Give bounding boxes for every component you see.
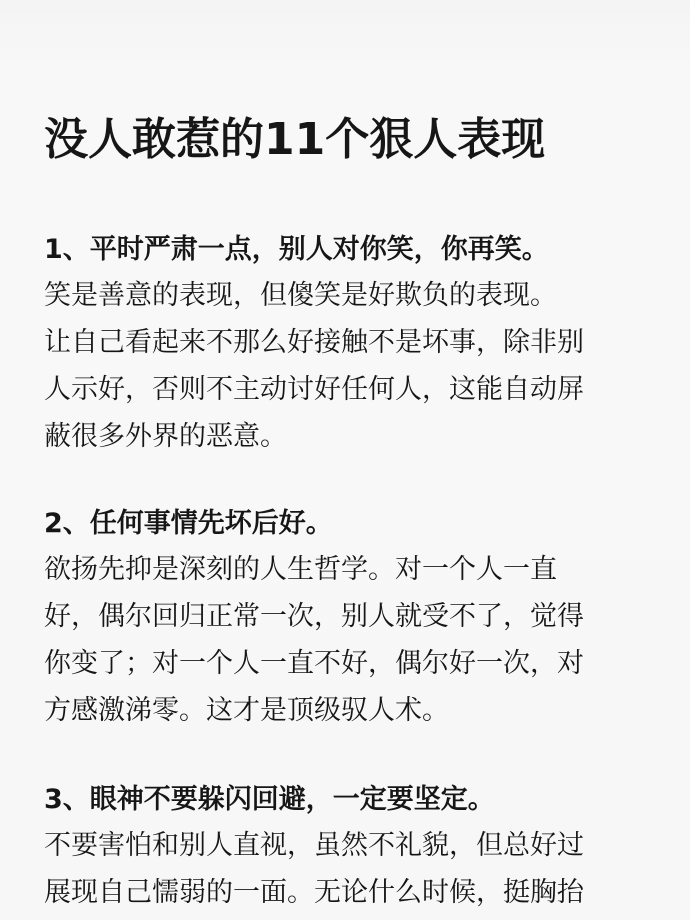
tip-section-2 — [44, 502, 656, 734]
tip-body-line: 蔽很多外界的恶意。 — [44, 421, 287, 452]
tip-body-line: 不要害怕和别人直视，虽然不礼貌，但总好过 — [44, 830, 584, 861]
tip-heading: 1、平时严肃一点，别人对你笑，你再笑。 — [44, 234, 549, 265]
tip-body-line: 好，偶尔回归正常一次，别人就受不了，觉得 — [44, 601, 584, 632]
tip-section-3 — [44, 778, 656, 916]
tip-heading: 2、任何事情先坏后好。 — [44, 508, 333, 539]
tip-body-line: 人示好，否则不主动讨好任何人，这能自动屏 — [44, 374, 584, 405]
tip-body-line: 方感激涕零。这才是顶级驭人术。 — [44, 695, 449, 726]
tip-section-1 — [44, 228, 656, 460]
tip-heading: 3、眼神不要躲闪回避，一定要坚定。 — [44, 784, 495, 815]
tip-body-line: 展现自己懦弱的一面。无论什么时候，挺胸抬 — [44, 877, 584, 908]
tip-body-line: 欲扬先抑是深刻的人生哲学。对一个人一直 — [44, 554, 557, 585]
tip-body-line: 让自己看起来不那么好接触不是坏事，除非别 — [44, 327, 584, 358]
article-title: 没人敢惹的11个狠人表现 — [44, 114, 546, 165]
tip-body-line: 笑是善意的表现，但傻笑是好欺负的表现。 — [44, 280, 557, 311]
tip-body-line: 你变了；对一个人一直不好，偶尔好一次，对 — [44, 648, 584, 679]
